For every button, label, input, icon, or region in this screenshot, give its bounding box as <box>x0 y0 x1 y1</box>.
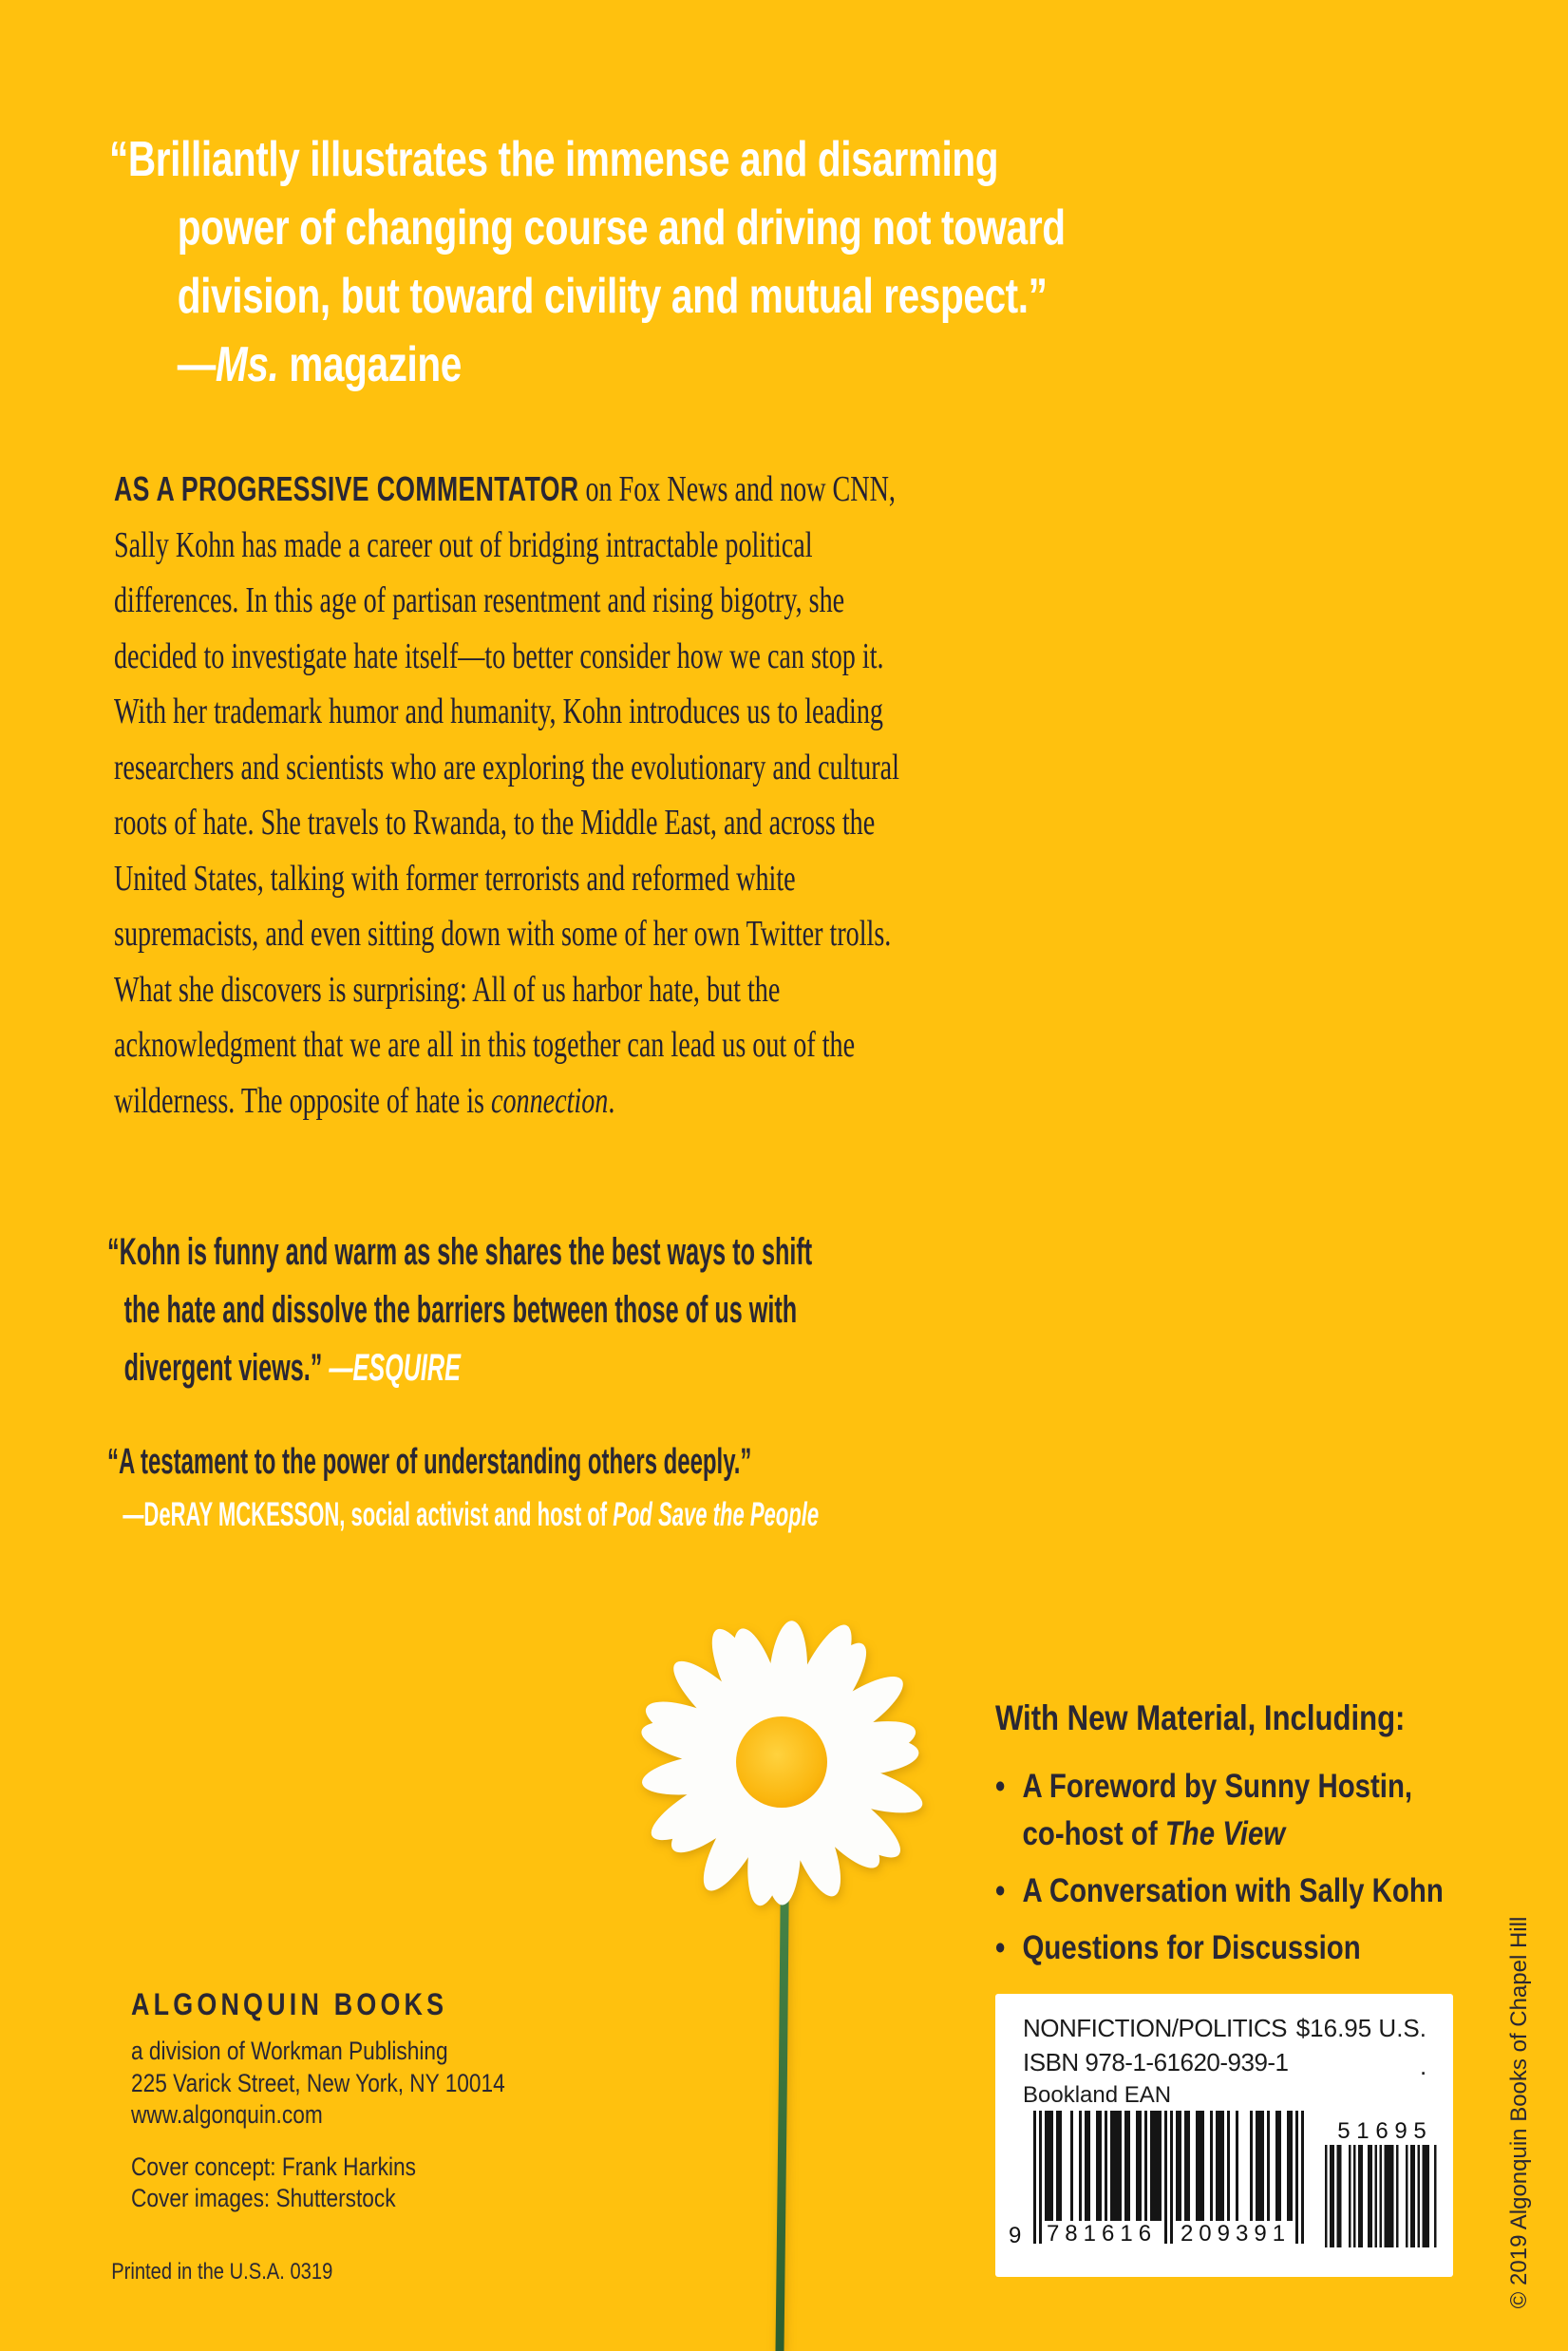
publisher-name: ALGONQUIN BOOKS <box>131 1987 448 2021</box>
publisher-address: 225 Varick Street, New York, NY 10014 <box>131 2068 505 2097</box>
foreword-show-title: The View <box>1164 1815 1286 1852</box>
barcode-digit-lead: 9 <box>1009 2223 1022 2248</box>
quote-line-1: “Brilliantly illustrates the immense and disarming <box>109 132 999 187</box>
synopsis-paragraph <box>114 462 929 1128</box>
addon-barcode-digits: 5 1 6 9 5 <box>1337 2118 1426 2144</box>
list-item-conversation <box>995 1868 1506 1915</box>
barcode-digits-group1: 781616 <box>1042 2221 1162 2247</box>
list-item-text: A Conversation with Sally Kohn <box>1022 1872 1444 1909</box>
publisher-division: a division of Workman Publishing <box>131 2037 448 2065</box>
new-material-list <box>995 1695 1506 1981</box>
new-material-title: With New Material, Including: <box>995 1698 1406 1737</box>
quote-line-2: power of changing course and driving not toward <box>177 200 1066 256</box>
list-item-text: Questions for Discussion <box>1022 1929 1361 1966</box>
barcode-digits-group2: 209391 <box>1176 2221 1295 2247</box>
price-label: $16.95 U.S. <box>1295 2014 1426 2042</box>
deray-attribution <box>107 1488 861 1541</box>
attribution-source: Ms. <box>215 337 279 392</box>
deray-quote <box>107 1436 861 1541</box>
quote-attribution <box>109 331 1220 399</box>
esquire-line-3 <box>107 1339 861 1397</box>
esquire-line-3-text: divergent views.” <box>123 1347 330 1389</box>
esquire-quote <box>107 1223 861 1397</box>
publisher-website: www.algonquin.com <box>131 2100 323 2129</box>
list-item-foreword <box>995 1763 1506 1858</box>
esquire-line-2: the hate and dissolve the barriers between those of us with <box>123 1289 798 1331</box>
category-label: NONFICTION/POLITICS <box>1023 2014 1287 2042</box>
list-item-questions <box>995 1924 1506 1972</box>
cover-concept-credit: Cover concept: Frank Harkins <box>131 2152 416 2181</box>
flower-center <box>736 1716 827 1808</box>
synopsis-lead-in: AS A PROGRESSIVE COMMENTATOR <box>114 469 579 508</box>
top-review-quote <box>109 125 1220 399</box>
deray-attribution-show: Pod Save the People <box>613 1496 820 1533</box>
isbn-dot: . <box>1420 2052 1427 2080</box>
printed-in-usa: Printed in the U.S.A. 0319 <box>111 2259 333 2285</box>
esquire-line-1: “Kohn is funny and warm as she shares the best ways to shift <box>107 1231 813 1273</box>
attribution-dash: — <box>177 337 216 392</box>
foreword-line-2: co-host of <box>1022 1815 1165 1852</box>
cover-images-credit: Cover images: Shutterstock <box>131 2184 396 2212</box>
ean5-addon-barcode <box>1325 2145 1437 2247</box>
deray-line-1: “A testament to the power of understanding others deeply.” <box>107 1442 752 1482</box>
list-item-text <box>1023 1763 1413 1858</box>
synopsis-italic-word: connection <box>490 1080 609 1121</box>
deray-attribution-pre: —DeRAY MCKESSON, social activist and host of <box>123 1496 614 1533</box>
foreword-line-1: A Foreword by Sunny Hostin, <box>1022 1768 1413 1805</box>
publisher-block <box>131 1987 577 2215</box>
quote-line-3: division, but toward civility and mutual respect.” <box>177 269 1048 324</box>
bullet-icon: • <box>995 1872 1006 1909</box>
daisy-flower-image <box>608 1572 959 2351</box>
synopsis-period: . <box>608 1080 615 1121</box>
attribution-rest: magazine <box>278 337 462 392</box>
esquire-attribution: —ESQUIRE <box>329 1347 461 1389</box>
isbn-label: ISBN 978-1-61620-939-1 <box>1023 2048 1289 2076</box>
synopsis-body: on Fox News and now CNN, Sally Kohn has made a career out of bridging intractable political differences. In this age of partisan resentment and rising bigotry, she decided to investigate hate itself—to better consider how we can stop it. With her trademark humor and humanity, Kohn introduces us to leading researchers and scientists who are exploring the evolutionary and cultural roots of hate. She travels to Rwanda, to the Middle East, and across the United States, talking with former terrorists and reformed white supremacists, and even sitting down with some of her own Twitter trolls. What she discovers is surprising: All of us harbor hate, but the acknowledgment that we are all in this together can lead us out of the wilderness. The opposite of hate is <box>114 469 899 1121</box>
bullet-icon: • <box>995 1768 1006 1805</box>
copyright-vertical-text: © 2019 Algonquin Books of Chapel Hill <box>1506 1916 1532 2309</box>
bookland-ean-label: Bookland EAN <box>1023 2082 1172 2108</box>
bullet-icon: • <box>995 1929 1006 1966</box>
